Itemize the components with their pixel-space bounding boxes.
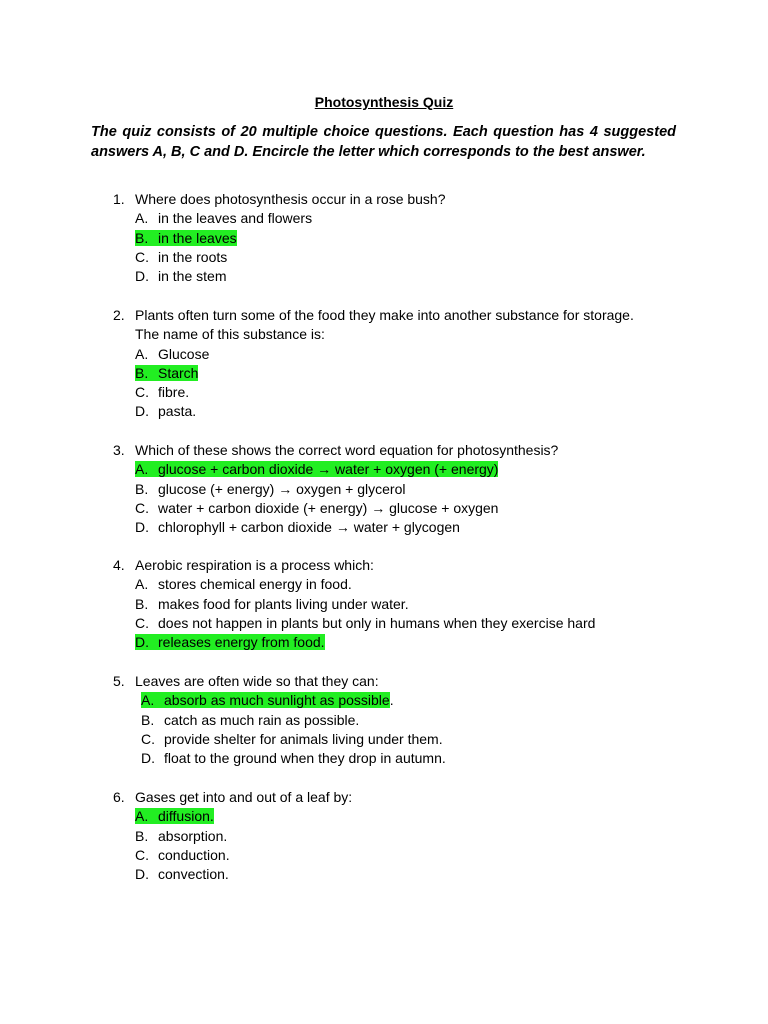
option-d-correct[interactable] — [135, 633, 713, 652]
option-b-correct[interactable] — [135, 364, 713, 383]
question-number: 2. — [113, 307, 125, 323]
question-number: 5. — [113, 673, 125, 689]
options — [113, 209, 713, 286]
question-4 — [113, 556, 713, 652]
option-c[interactable]: C. water + carbon dioxide (+ energy) → glucose + oxygen — [135, 499, 499, 516]
option-d[interactable]: D. float to the ground when they drop in autumn. — [141, 750, 446, 767]
options — [113, 460, 713, 537]
question-2 — [113, 306, 713, 422]
option-b[interactable]: B. glucose (+ energy) → oxygen + glycerol — [135, 480, 406, 497]
option-d[interactable]: D. convection. — [135, 866, 229, 883]
question-1 — [113, 190, 713, 286]
option-c[interactable]: C. does not happen in plants but only in humans when they exercise hard — [135, 614, 596, 631]
page-title: Photosynthesis Quiz — [314, 94, 454, 110]
answer-highlight: D. releases energy from food. — [135, 634, 325, 651]
question-number: 6. — [113, 789, 125, 805]
question-text: Which of these shows the correct word equation for photosynthesis? — [135, 442, 559, 458]
question-text-continued: The name of this substance is: — [135, 326, 325, 343]
option-b-correct[interactable] — [135, 229, 713, 248]
answer-highlight: A. absorb as much sunlight as possible — [141, 692, 390, 709]
question-5 — [113, 672, 713, 768]
question-text: Plants often turn some of the food they make into another substance for storage. — [135, 307, 634, 323]
option-a[interactable]: A. stores chemical energy in food. — [135, 576, 352, 593]
option-a[interactable]: A. in the leaves and flowers — [135, 210, 313, 227]
option-suffix: . — [389, 692, 394, 709]
question-text: Gases get into and out of a leaf by: — [135, 789, 353, 805]
answer-highlight: A. diffusion. — [135, 808, 214, 825]
option-a-correct[interactable] — [135, 807, 713, 826]
question-number: 1. — [113, 191, 125, 207]
option-d[interactable]: D. chlorophyll + carbon dioxide → water + glycogen — [135, 519, 460, 536]
question-text: Aerobic respiration is a process which: — [135, 557, 374, 573]
question-text: Where does photosynthesis occur in a rose bush? — [135, 191, 446, 207]
option-c[interactable]: C. provide shelter for animals living under them. — [141, 730, 443, 747]
option-b[interactable]: B. makes food for plants living under water. — [135, 595, 409, 612]
options — [113, 807, 713, 884]
option-c[interactable]: C. in the roots — [135, 248, 228, 265]
question-text: Leaves are often wide so that they can: — [135, 673, 379, 689]
question-3 — [113, 441, 713, 537]
option-b[interactable]: B. absorption. — [135, 827, 228, 844]
question-number: 4. — [113, 557, 125, 573]
answer-highlight: B. in the leaves — [135, 229, 237, 246]
option-a-correct[interactable] — [141, 691, 713, 710]
answer-highlight: A. glucose + carbon dioxide → water + oxygen (+ energy) — [135, 461, 499, 478]
option-a-correct[interactable] — [135, 460, 713, 479]
option-d[interactable]: D. in the stem — [135, 268, 227, 285]
question-6 — [113, 788, 713, 884]
options — [113, 575, 713, 652]
options — [113, 691, 713, 768]
option-c[interactable]: C. fibre. — [135, 384, 190, 401]
option-a[interactable]: A. Glucose — [135, 345, 210, 362]
option-b[interactable]: B. catch as much rain as possible. — [141, 711, 360, 728]
question-number: 3. — [113, 442, 125, 458]
quiz-instructions: The quiz consists of 20 multiple choice questions. Each question has 4 suggested answers A, B, C and D. Encircle the letter which corresponds to the best answer. — [91, 124, 676, 160]
options — [113, 345, 713, 422]
option-d[interactable]: D. pasta. — [135, 403, 197, 420]
option-c[interactable]: C. conduction. — [135, 846, 230, 863]
answer-highlight: B. Starch — [135, 364, 199, 381]
